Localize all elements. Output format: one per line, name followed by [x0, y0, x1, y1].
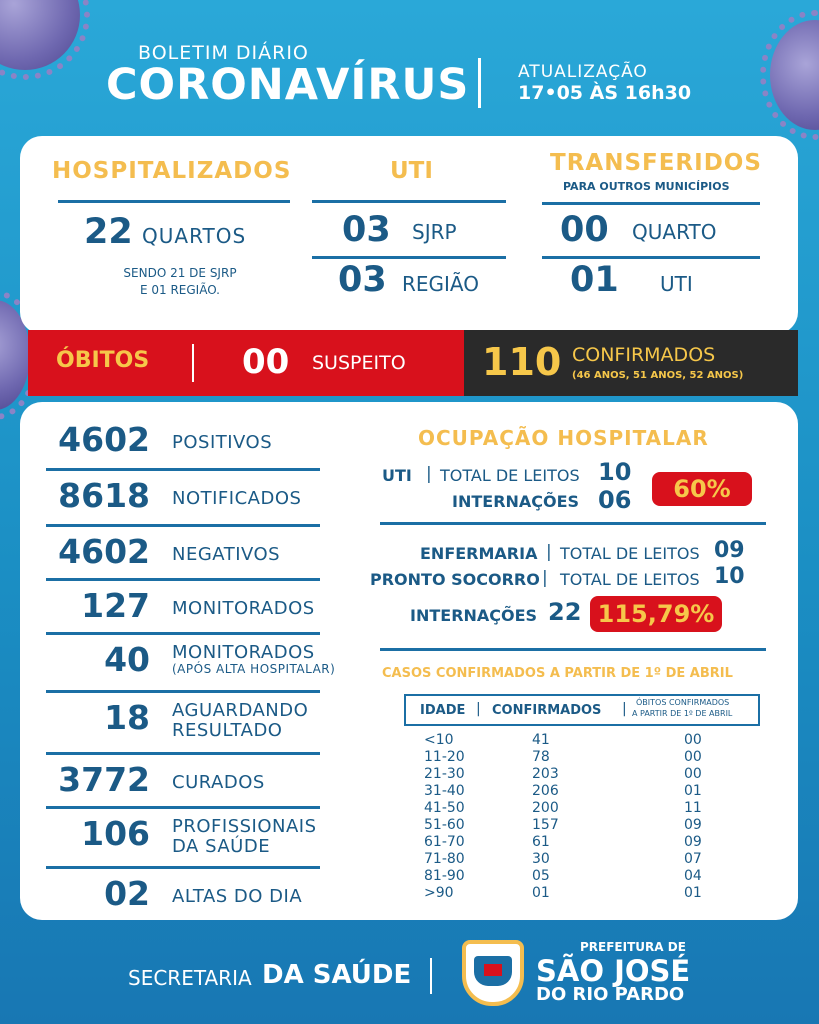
hospital-summary-card [20, 136, 798, 334]
transferidos-quarto-count: 00 [560, 210, 609, 250]
enfermaria-total-leitos-label: TOTAL DE LEITOS [560, 544, 700, 563]
hospitalizados-count: 22 [84, 212, 133, 252]
row-obitos: 01 [684, 783, 702, 799]
row-confirmados: 05 [532, 868, 550, 884]
row-idade: 61-70 [424, 834, 465, 850]
transferidos-title: TRANSFERIDOS [550, 150, 762, 176]
stat-value: 8618 [58, 476, 150, 515]
footer-prefeitura: PREFEITURA DE [580, 940, 686, 954]
transferidos-uti-label: UTI [660, 272, 693, 296]
divider [46, 632, 320, 635]
divider [542, 202, 760, 205]
row-obitos: 01 [684, 885, 702, 901]
stat-value: 3772 [58, 760, 150, 799]
divider [380, 522, 766, 525]
virus-illustration [770, 20, 819, 130]
update-label: ATUALIZAÇÃO [518, 62, 648, 82]
transferidos-quarto-label: QUARTO [632, 220, 717, 244]
hospitalizados-note-2: E 01 REGIÃO. [139, 283, 220, 297]
stat-value: 106 [81, 814, 150, 853]
row-idade: 41-50 [424, 800, 465, 816]
obitos-band [28, 330, 798, 396]
divider [192, 344, 194, 382]
row-obitos: 07 [684, 851, 702, 867]
row-idade: <10 [424, 732, 454, 748]
pipe-divider: | [622, 701, 627, 717]
row-obitos: 00 [684, 732, 702, 748]
col-confirmados: CONFIRMADOS [492, 703, 602, 718]
uti-sjrp-count: 03 [342, 210, 391, 250]
stat-label: POSITIVOS [172, 432, 273, 453]
city-crest-icon [462, 940, 524, 1006]
uti-regiao-count: 03 [338, 260, 387, 300]
row-confirmados: 200 [532, 800, 559, 816]
pronto-socorro-label: PRONTO SOCORRO [370, 570, 540, 589]
pronto-socorro-leitos: 10 [714, 564, 745, 589]
header-title: CORONAVÍRUS [106, 60, 470, 110]
pronto-socorro-total-leitos-label: TOTAL DE LEITOS [560, 570, 700, 589]
divider [46, 752, 320, 755]
row-obitos: 11 [684, 800, 702, 816]
divider [46, 468, 320, 471]
stat-value: 4602 [58, 420, 150, 459]
obitos-label: ÓBITOS [56, 348, 150, 373]
stat-label: PROFISSIONAIS [172, 816, 317, 837]
obitos-confirmados-label: CONFIRMADOS [572, 344, 716, 366]
uti-regiao-label: REGIÃO [402, 272, 480, 296]
row-idade: 71-80 [424, 851, 465, 867]
divider [542, 256, 760, 259]
uti-total-leitos: 10 [598, 458, 632, 486]
col-obitos-1: ÓBITOS CONFIRMADOS [636, 698, 730, 707]
stat-label: CURADOS [172, 772, 265, 793]
stat-value: 40 [104, 640, 150, 679]
pipe-divider: | [546, 542, 552, 562]
row-obitos: 09 [684, 834, 702, 850]
uti-sjrp-label: SJRP [412, 220, 457, 244]
geral-internacoes: 22 [548, 598, 582, 626]
obitos-confirmados-note: (46 ANOS, 51 ANOS, 52 ANOS) [572, 370, 744, 381]
stat-label: MONITORADOS [172, 598, 315, 619]
divider [46, 866, 320, 869]
stat-label: NOTIFICADOS [172, 488, 302, 509]
pipe-divider: | [476, 701, 481, 717]
row-obitos: 04 [684, 868, 702, 884]
enfermaria-leitos: 09 [714, 538, 745, 563]
col-obitos-2: A PARTIR DE 1º DE ABRIL [632, 709, 733, 718]
row-idade: 11-20 [424, 749, 465, 765]
row-confirmados: 78 [532, 749, 550, 765]
virus-illustration [0, 0, 80, 70]
row-confirmados: 01 [532, 885, 550, 901]
divider [312, 200, 506, 203]
divider [312, 256, 506, 259]
divider [46, 578, 320, 581]
obitos-suspeito-count: 00 [242, 342, 290, 382]
uti-total-leitos-label: TOTAL DE LEITOS [440, 466, 580, 485]
obitos-suspeito-panel [28, 330, 464, 396]
hospitalizados-note-1: SENDO 21 DE SJRP [123, 266, 237, 280]
divider [46, 524, 320, 527]
pipe-divider: | [426, 464, 432, 484]
row-confirmados: 30 [532, 851, 550, 867]
uti-occupancy-badge: 60% [652, 472, 752, 506]
uti-title: UTI [390, 158, 433, 184]
uti-internacoes: 06 [598, 486, 632, 514]
row-obitos: 09 [684, 817, 702, 833]
row-idade: 31-40 [424, 783, 465, 799]
row-confirmados: 41 [532, 732, 550, 748]
update-date: 17•05 ÀS 16h30 [518, 82, 692, 104]
stat-sublabel: RESULTADO [172, 720, 283, 741]
row-idade: 21-30 [424, 766, 465, 782]
uti-internacoes-label: INTERNAÇÕES [452, 492, 580, 511]
divider [380, 648, 766, 651]
row-idade: 81-90 [424, 868, 465, 884]
row-confirmados: 203 [532, 766, 559, 782]
geral-occupancy-badge: 115,79% [590, 596, 722, 632]
pipe-divider: | [542, 568, 548, 588]
obitos-confirmados-count: 110 [482, 340, 562, 384]
geral-internacoes-label: INTERNAÇÕES [410, 606, 538, 625]
row-confirmados: 157 [532, 817, 559, 833]
footer-secretaria: SECRETARIA [128, 966, 252, 990]
footer-city-1: SÃO JOSÉ [536, 954, 691, 988]
enfermaria-label: ENFERMARIA [420, 544, 538, 563]
casos-table-header [404, 694, 760, 726]
row-obitos: 00 [684, 749, 702, 765]
stat-label: NEGATIVOS [172, 544, 281, 565]
divider [46, 806, 320, 809]
row-idade: >90 [424, 885, 454, 901]
hospitalizados-unit: QUARTOS [142, 224, 247, 248]
stat-value: 4602 [58, 532, 150, 571]
ocupacao-title: OCUPAÇÃO HOSPITALAR [418, 426, 709, 450]
row-confirmados: 61 [532, 834, 550, 850]
stat-value: 18 [104, 698, 150, 737]
ocupacao-uti-label: UTI [382, 466, 412, 485]
obitos-suspeito-label: SUSPEITO [312, 352, 406, 374]
header-subtitle: BOLETIM DIÁRIO [138, 42, 309, 64]
stat-label: AGUARDANDO [172, 700, 309, 721]
stat-label: ALTAS DO DIA [172, 886, 303, 907]
casos-title: CASOS CONFIRMADOS A PARTIR DE 1º DE ABRIL [382, 666, 733, 681]
obitos-confirmados-panel [464, 330, 798, 396]
footer-divider [430, 958, 432, 994]
row-confirmados: 206 [532, 783, 559, 799]
footer-city-2: DO RIO PARDO [536, 984, 685, 1005]
divider [46, 690, 320, 693]
stat-sublabel: (APÓS ALTA HOSPITALAR) [172, 662, 336, 676]
row-idade: 51-60 [424, 817, 465, 833]
stat-sublabel: DA SAÚDE [172, 836, 271, 857]
stat-label: MONITORADOS [172, 642, 315, 663]
transferidos-subtitle: PARA OUTROS MUNICÍPIOS [563, 180, 730, 193]
transferidos-uti-count: 01 [570, 260, 619, 300]
row-obitos: 00 [684, 766, 702, 782]
col-idade: IDADE [420, 703, 466, 718]
statistics-card [20, 402, 798, 920]
stat-value: 127 [81, 586, 150, 625]
divider [58, 200, 290, 203]
header-divider [478, 58, 481, 108]
stat-value: 02 [104, 874, 150, 913]
footer-saude: DA SAÚDE [262, 960, 412, 990]
hospitalizados-title: HOSPITALIZADOS [52, 158, 292, 184]
